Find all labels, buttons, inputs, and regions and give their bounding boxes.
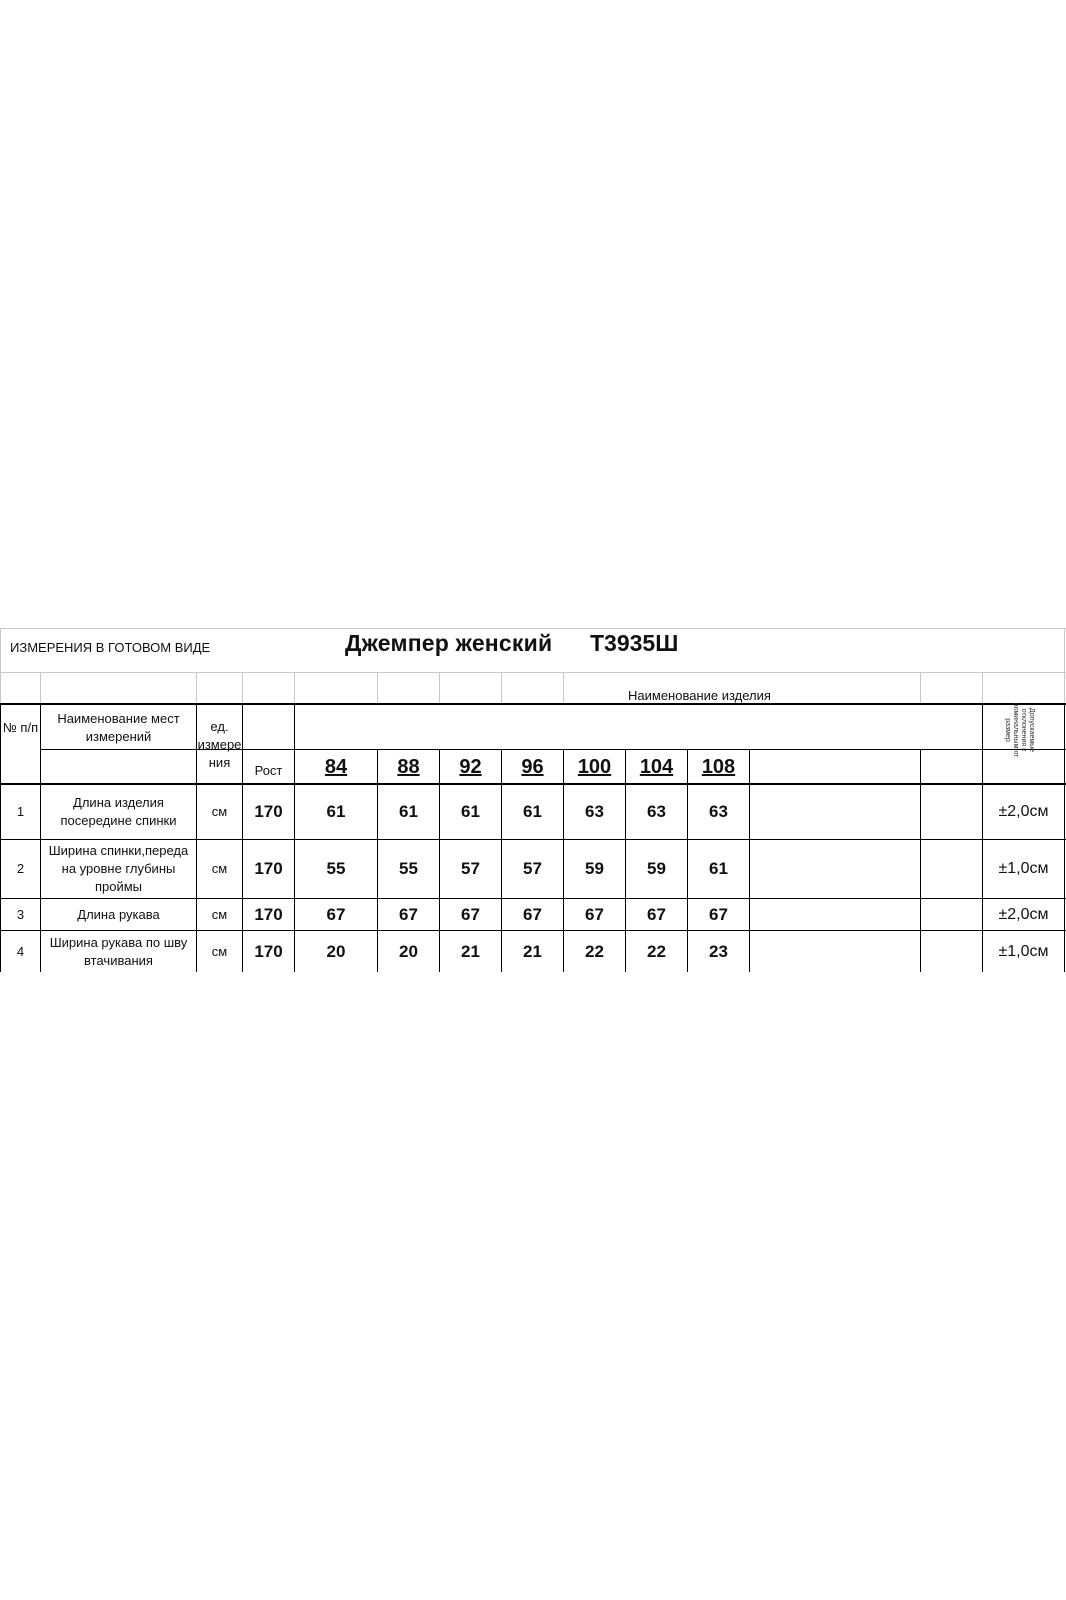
row-size-value: 55 [399,859,418,878]
row-size-value: 61 [461,801,480,821]
row-size-value: 20 [326,941,346,961]
row-size-value: 63 [709,801,728,821]
row-size-value: 67 [585,904,604,924]
row-size-value: 63 [585,801,604,821]
grid-top [0,628,1066,629]
product-title: Джемпер женский [345,630,553,656]
table-top-border [0,703,1066,705]
header-name: Наименование мест измерений [57,711,180,744]
row-size-value: 22 [585,941,604,961]
row-size-value: 67 [461,904,480,924]
row-tolerance: ±2,0см [998,905,1049,923]
grid-left [0,628,1,704]
row-size-value: 63 [647,801,666,821]
header-height: Рост [254,763,283,778]
row-measure-name: Ширина спинки,переда на уровне глубины проймы [48,843,189,894]
header-tolerance: Допускаемые отклонения к номинальным от размер [1004,702,1035,758]
grid-row-2 [0,672,1066,673]
grid-v [377,672,378,704]
size-header: 108 [701,755,736,778]
size-header: 84 [324,755,348,778]
row-size-value: 61 [399,801,418,821]
col-border [749,749,750,972]
grid-v [242,672,243,704]
row-unit: см [211,943,228,959]
grid-v [40,672,41,704]
row-size-value: 67 [709,904,728,924]
row-size-value: 59 [585,859,604,878]
row-size-value: 67 [647,904,666,924]
row-number: 2 [16,861,25,876]
row-tolerance: ±2,0см [998,802,1049,820]
product-code: Т3935Ш [590,630,679,656]
row-size-value: 61 [709,859,728,878]
size-header: 104 [639,755,674,778]
row-unit: см [211,803,228,819]
grid-v [563,672,564,704]
sheet-subtitle: ИЗМЕРЕНИЯ В ГОТОВОМ ВИДЕ [10,640,211,655]
grid-v [439,672,440,704]
row-measure-name: Длина изделия посередине спинки [60,794,177,828]
row-size-value: 61 [523,801,542,821]
grid-v [196,672,197,704]
row-tolerance: ±1,0см [998,860,1049,877]
row-number: 1 [16,803,25,819]
size-header: 96 [521,755,544,778]
col-border [1064,704,1065,972]
row-size-value: 20 [399,941,418,961]
row-number: 3 [16,906,25,922]
row-height: 170 [254,904,283,924]
size-header: 100 [577,755,612,778]
row-height: 170 [254,801,283,821]
row-tolerance: ±1,0см [998,942,1049,960]
header-num: № п/п [2,720,39,735]
grid-v [501,672,502,704]
header-unit: ед. измере ния [197,719,242,770]
row-size-value: 23 [709,941,728,961]
row-size-value: 57 [523,859,542,878]
grid-v [294,672,295,704]
grid-right [1064,628,1065,704]
row-size-value: 22 [647,941,666,961]
row-size-value: 61 [326,801,346,821]
row-number: 4 [16,943,25,959]
row-size-value: 67 [399,904,418,924]
row-size-value: 67 [523,904,542,924]
row-size-value: 59 [647,859,666,878]
row-height: 170 [254,859,283,878]
grid-v [920,672,921,704]
size-header: 92 [459,755,482,778]
measurement-sheet [0,628,1066,972]
col-border [920,749,921,972]
row-measure-name: Длина рукава [77,906,160,922]
row-size-value: 67 [326,904,346,924]
row-size-value: 55 [326,859,346,878]
row-unit: см [211,906,228,922]
product-name-label: Наименование изделия [628,688,771,703]
row-height: 170 [254,941,283,961]
row-unit: см [211,861,228,876]
row-size-value: 21 [461,941,480,961]
row-size-value: 21 [523,941,542,961]
size-header: 88 [397,755,420,778]
row-measure-name: Ширина рукава по шву втачивания [49,934,188,968]
row-size-value: 57 [461,859,480,878]
